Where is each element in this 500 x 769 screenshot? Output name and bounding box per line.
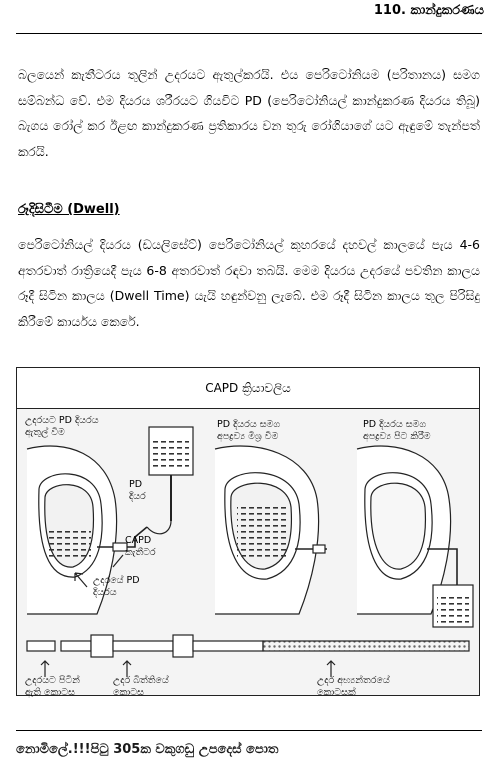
page-header-title: 110. කාන්දුකරණය (373, 3, 484, 18)
footer-text: නොමිලේ.!!!පිටු 305ක වකුගඩු උපදෙස් පොත (16, 742, 279, 757)
label-abdominal-pd: උදරයේ PD දියරය (93, 575, 140, 598)
capd-process-figure (16, 367, 480, 696)
label-drain: PD දියරය සමග අපද්‍රව්‍ය පිට කිරීම (363, 419, 431, 442)
pd-fluid-bag-3 (433, 585, 473, 627)
label-capd-catheter: CAPD කැතීටර (125, 535, 156, 558)
label-pd-fluid: PD දියර (129, 479, 146, 502)
label-mixing: PD දියරය සමග අපද්‍රව්‍ය මිශ්‍ර වීම (217, 419, 281, 442)
label-abdominal-wall-part: උදර බිත්තියේ කොටස (113, 675, 169, 698)
header-rule (16, 33, 482, 34)
label-inflow: උදරයට PD දියරය ඇතුල් වීම (25, 415, 99, 438)
catheter-diagram (27, 635, 469, 677)
label-inner-part: උදර අභ්‍යන්තරයේ කොටසක් (317, 675, 390, 698)
figure-title: CAPD ක්‍රියාවලිය (17, 368, 479, 409)
paragraph-dwell: පෙරිටෝනියල් දියරය (ඩයලිසේට්) පෙරිටෝනියල් කුහරයේ දහවල් කාලයේ පැය 4-6 අතරවාත් රාත්‍රියෙදී පැය 6-8 අතරවාත් රඳවා තබයි. මෙම දියරය උදරයේ පවතින කාලය රූදී සිටින කාලය (Dwell Time) යැයි හඳුන්වනු ලැබේ. එම රූදී සිටින කාලය තුල පිරිසිදු කිරීමේ කාර්යය කෙරේ. (18, 237, 480, 329)
panel-2-abdomen (215, 446, 327, 614)
label-empty-part: උදරයට පිටින් ඇති කොටස (25, 675, 80, 698)
pd-fluid-bag-1 (147, 427, 193, 534)
section-heading-dwell: රූදිසිටීම (Dwell) (18, 202, 120, 217)
figure-body (17, 409, 479, 698)
footer-rule (16, 730, 482, 731)
paragraph-catheter-insertion: බලයෙන් කැතීටරය තුලින් උදරයට ඇතුල්කරයි. එය පෙරිටෝනියම (පරිතානය) සමග සම්බන්ධ වේ. එම දියරය ශරීරයට ගියවිට PD (පෙරිටෝනියල් කාන්දුකරණ දියරය තිබූ) බැගය රෝල් කර ඊළඟ කාන්දුකරණ ප්‍රතිකාරය වන තුරු රෝගියාගේ යට ඇඳුමේ තැන්පත් කරයි. (18, 67, 480, 159)
capd-illustration (17, 409, 479, 695)
